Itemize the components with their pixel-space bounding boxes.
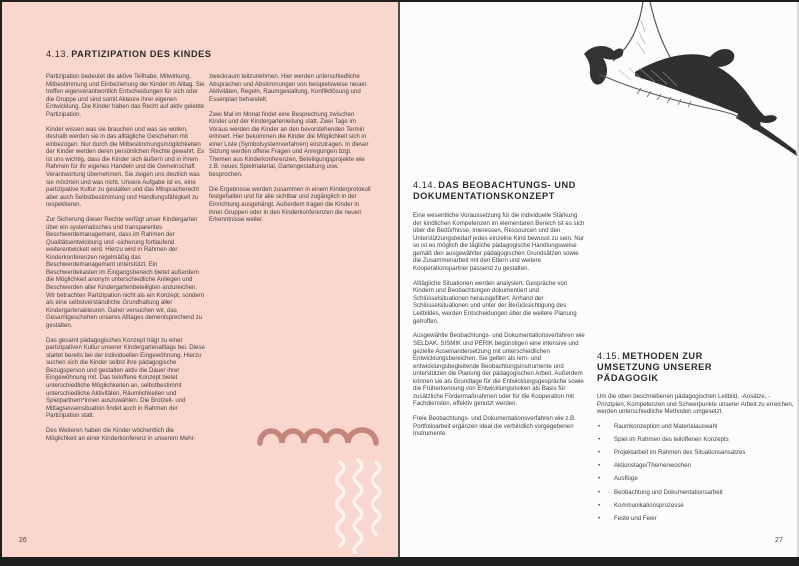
- list-item: [597, 462, 794, 470]
- body-paragraph: Um die oben beschriebenen pädagogischen Leitbild, -Ansätze, -Prinzipien, Kompetenzen und Schwerpunkte unserer Arbeit zu erreichen, werden unterschiedliche Methoden umgesetzt.: [597, 393, 794, 416]
- body-paragraph: Partizipation bedeutet die aktive Teilhabe, Mitwirkung, Mitbestimmung und Einbeziehung der Kinder im Alltag. Sie treffen eigenverantwortlich Entscheidungen für sich oder die Gruppe und sind somit Akteure ihrer eigenen Entwicklung. Die Kinder haben das Recht auf aktiv gelebte Partizipation.: [46, 73, 205, 118]
- body-paragraph: Eine wesentliche Voraussetzung für die individuelle Stärkung der kindlichen Kompetenzen im elementaren Bereich ist es sich über die Bedürfnisse, Interessen, Ressourcen und den Unterstützungsbedarf jedes einzelne Kind bewusst zu sein. Nur so ist es möglich die tägliche pädagogische Handlungsweise gemäß den ausgewählter pädagogischen Grundsätzen sowie die Zusammenarbeit mit den Eltern und weitere Kooperationspartner passend zu gestalten.: [413, 212, 585, 272]
- section-title: PARTIZIPATION DES KINDES: [71, 49, 212, 59]
- list-item: [597, 515, 794, 523]
- section-number: 4.14.: [413, 180, 437, 190]
- bullet-icon: •: [598, 436, 601, 444]
- bullet-icon: •: [598, 423, 601, 431]
- body-paragraph: zweckraum teilzunehmen. Hier werden unterschiedliche Absprachen und Abstimmungen von beispielsweise neuen Aktivitäten, Regeln, Raumgestaltung, Konfliktlösung und Essenplan behandelt.: [209, 73, 367, 103]
- page-number: 27: [775, 537, 783, 544]
- body-paragraph: Die Ergebnisse werden zusammen in einem Kinderprotokoll festgehalten und für alle sichtbar und zugänglich in der Einrichtung ausgehängt. Außerdem tragen die Kinder in ihren Gruppen oder in den Kinderkonferenzen die neuen Erkenntnisse weiter.: [209, 185, 371, 224]
- body-paragraph: Ausgewählte Beobachtungs- und Dokumentationsverfahren wie SELDAK, SISMIK und PERIK begünstigen eine intensive und gezielte Auseinandersetzung mit unterschiedlichen Entwicklungsbereichen. Sie gelten als lern- und entwicklungsbegleitende Beobachtungsinstrumente und unterstützen die Planung der pädagogischen Arbeit. Außerdem können sie als Grundlage für die Entwicklungsgespräche sowie die Früherkennung von Entwicklungsrisiken als Basis für zusätzliche Fördermaßnahmen oder für die Kooperation mit Fachdiensten, effektiv genutzt werden.: [413, 332, 585, 408]
- list-item-label: Feste und Feier: [614, 514, 657, 522]
- list-item-label: Beobachtung und Dokumentationsarbeit: [614, 488, 723, 496]
- list-item-label: Kommunikationsprozesse: [614, 501, 684, 509]
- list-item-label: Spiel im Rahmen des teiloffenen Konzepts: [614, 436, 729, 444]
- list-item-label: Raumkonzeption und Materialauswahl: [614, 423, 718, 431]
- section-title: METHODEN ZUR UMSETZUNG UNSERER PÄDAGOGIK: [597, 351, 713, 383]
- section-heading-415: [597, 351, 731, 384]
- section-heading-414: [413, 180, 597, 202]
- body-paragraph: Kinder wissen was sie brauchen und was sie wollen, deshalb werden sie in das alltägliche Geschehen mit einbezogen. Nur durch die Mitbestimmungsmöglichkeiten der Kinder werden deren persönlichen Rechte gewahrt. Es ist uns wichtig, dass die Kinder sich äußern und in ihrem Rahmen für ihr eigenes Handeln und die Gemeinschaft Verantwortung übernehmen. Sie zeigen uns deutlich was sie möchten und was nicht. Unsere Aufgabe ist es, eine partizipative Kultur zu gestalten und das Mitspracherecht aber auch Selbstbestimmung und Handlungsfähigkeit zu respektieren.: [46, 125, 205, 209]
- list-item: [597, 449, 794, 457]
- section-title: DAS BEOBACHTUNGS- UND DOKUMENTATIONSKONZEPT: [413, 180, 576, 201]
- bullet-icon: •: [598, 501, 601, 509]
- list-item: [597, 436, 794, 444]
- list-item-label: Aktionstage/Themenwochen: [614, 462, 691, 470]
- right-page-column-2: [597, 393, 794, 528]
- body-paragraph: Des Weiteren haben die Kinder wöchentlich die Möglichkeit an einer Kinderkonferenz in unserem Mehr-: [46, 427, 196, 442]
- list-item-label: Ausflüge: [614, 475, 638, 483]
- right-page-column-1: [413, 212, 586, 445]
- body-paragraph: Freie Beobachtungs- und Dokumentationsverfahren wie z.B. Portfolioarbeit ergänzen ideal die verbindlich vorgegebenen Instrumente.: [413, 415, 576, 438]
- list-item: [597, 489, 794, 497]
- bullet-icon: •: [598, 462, 601, 470]
- list-item: [597, 475, 794, 483]
- body-paragraph: Zur Sicherung dieser Rechte verfügt unser Kindergarten über ein systematisches und transparentes Beschwerdemanagement, dass im Rahmen der Qualitätsentwicklung und -sicherung fortlaufend weiterentwickelt wird. Hierzu wird in Rahmen der Kinderkonferenzen regelmäßig das Beschwerdemanagement unterstützt. Ein Beschwerdekasten im Eingangsbereich bietet außerdem die Möglichkeit anonym unterschiedliche Anliegen und Beschwerden aller Kindergartenbeteiligten anzureichen. Wir betrachten Partizipation nicht als ein Konzept, sondern als eine selbstverständliche Grundhaltung aller Kindergartenakteuren. Daher versuchen wir, das Gesamtgeschehen unseres Alltages dementsprechend zu gestalten.: [46, 216, 205, 329]
- left-page-column-1: [46, 73, 205, 450]
- body-paragraph: Das gesamt pädagogisches Konzept trägt zu einer partizipativen Kultur unserer Kindergartenalltags bei. Diese startet bereits bei der individuellen Eingewöhnung. Hierzu suchen sich die Kinder selbst ihre pädagogische Bezugsperson und gestalten aktiv die Dauer ihrer Eingewöhnung mit. Das teiloffene Konzept bietet unterschiedliche Möglichkeiten an, selbstbestimmt unterschiedliche Aktivitäten, Räumlichkeiten und Spielpartnern*innen auszuwählen. Die Brotzeit- und Mittagsessensituation findet auch in Rahmen der Partizipation statt.: [46, 336, 205, 420]
- bullet-icon: •: [598, 514, 601, 522]
- bullet-icon: •: [598, 488, 601, 496]
- body-paragraph: Alltägliche Situationen werden analysiert, Gespräche von Kindern und Beobachtungen dokumentiert und Schlüsselsituationen herausgefiltert. Anhand der Schlüsselsituationen und unter der Berücksichtigung des Leitbildes, werden Entscheidungen über die weitere Planung getroffen.: [413, 279, 577, 325]
- list-item-label: Projektarbeit im Rahmen des Situationsansatzes: [614, 449, 746, 457]
- page-number: 26: [19, 537, 27, 544]
- list-item: [597, 502, 794, 510]
- section-heading-413: [46, 49, 211, 60]
- loop-squiggle-icon: [256, 414, 382, 448]
- bullet-icon: •: [598, 449, 601, 457]
- section-number: 4.15.: [597, 351, 621, 361]
- body-paragraph: Zwei Mal im Monat findet eine Besprechung zwischen Kinder und der Kindergartenleitung statt. Zwei Tage im Voraus werden die Kinder an den bevorstehenden Termin erinnert. Hier bekommen die Kinder die Möglichkeit sich in einer Liste (Symbolsystemverfahren) einzutragen. In dieser Sitzung werden offene Fragen und Anregungen bzgl. Themen aus Kinderkonferenzen, Beteiligungsprojekte wie z.B. neues Spielmaterial, Gartengestaltung usw. besprochen.: [209, 110, 369, 178]
- list-item: [597, 423, 794, 431]
- page-left: [2, 2, 398, 557]
- left-page-column-2: [209, 73, 373, 231]
- bullet-icon: •: [598, 475, 601, 483]
- wave-squiggle-icon: [332, 458, 386, 554]
- methods-list: [597, 423, 794, 522]
- section-number: 4.13.: [46, 49, 70, 59]
- feather-illustration-icon: [579, 2, 797, 157]
- page-right: [400, 2, 797, 557]
